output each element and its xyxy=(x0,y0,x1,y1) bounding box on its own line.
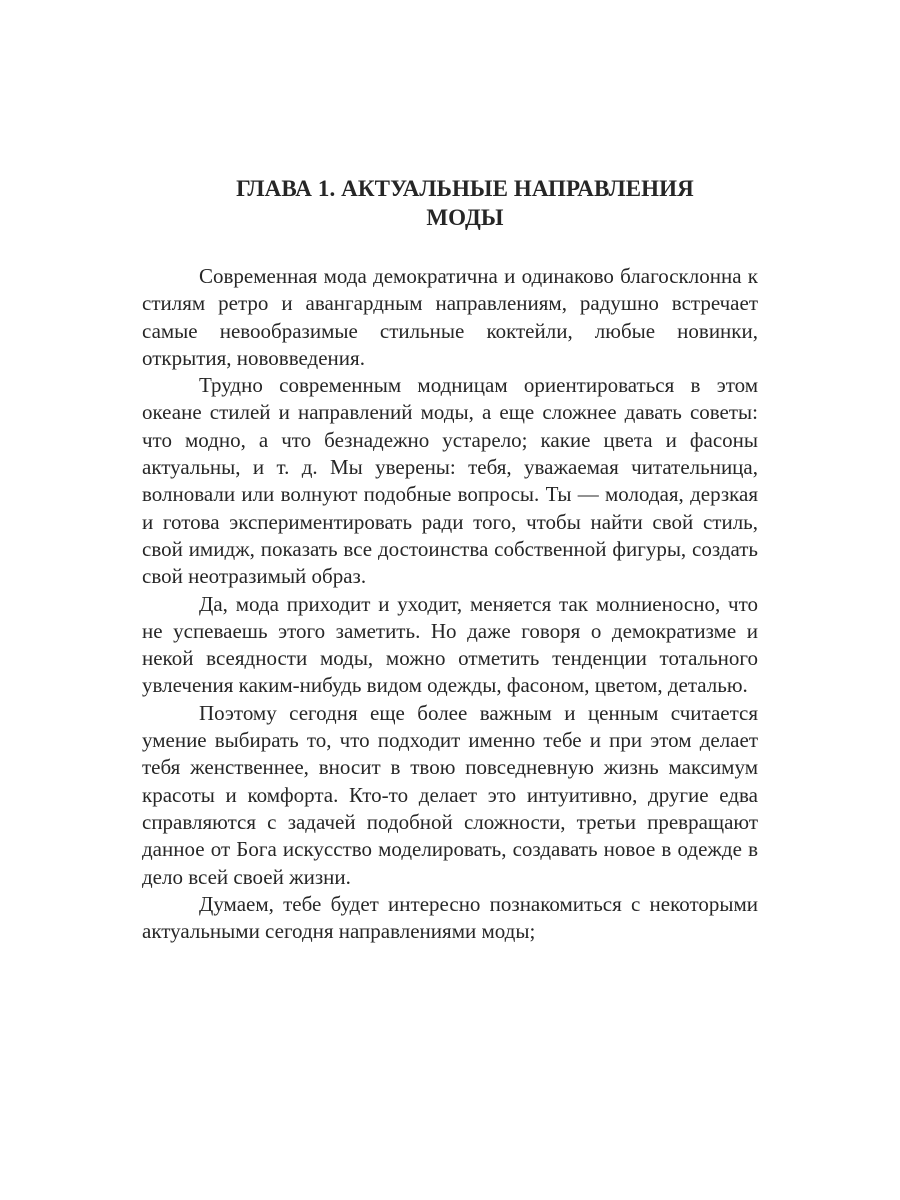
paragraph-5: Думаем, тебе будет интересно познакомиться с некоторыми актуальными сегодня направлениями моды; xyxy=(142,891,758,944)
paragraph-3: Да, мода приходит и уходит, меняется так молниеносно, что не успеваешь этого заметить. Но даже говоря о демократизме и некой всеядности моды, можно отметить тенденции тотального увлечения каким-нибудь видом одежды, фасоном, цветом, деталью. xyxy=(142,591,758,698)
chapter-title xyxy=(142,174,758,232)
book-page xyxy=(142,174,758,945)
chapter-title-line-1: ГЛАВА 1. АКТУАЛЬНЫЕ НАПРАВЛЕНИЯ xyxy=(236,176,694,201)
paragraph-4: Поэтому сегодня еще более важным и ценным считается умение выбирать то, что подходит именно тебе и при этом делает тебя женственнее, вносит в твою повседневную жизнь максимум красоты и комфорта. Кто-то делает это интуитивно, другие едва справляются с задачей подобной сложности, третьи превращают данное от Бога искусство моделировать, создавать новое в одежде в дело всей своей жизни. xyxy=(142,700,758,889)
chapter-title-line-2: МОДЫ xyxy=(426,205,504,230)
chapter-body xyxy=(142,263,758,945)
paragraph-2: Трудно современным модницам ориентироваться в этом океане стилей и направлений моды, а еще сложнее давать советы: что модно, а что безнадежно устарело; какие цвета и фасоны актуальны, и т. д. Мы уверены: тебя, уважаемая читательница, волновали или волнуют подобные вопросы. Ты — молодая, дерзкая и готова экспериментировать ради того, чтобы найти свой стиль, свой имидж, показать все достоинства собственной фигуры, создать свой неотразимый образ. xyxy=(142,373,758,589)
paragraph-1: Современная мода демократична и одинаково благосклонна к стилям ретро и авангардным направлениям, радушно встречает самые невообразимые стильные коктейли, любые новинки, открытия, нововведения. xyxy=(142,264,758,370)
